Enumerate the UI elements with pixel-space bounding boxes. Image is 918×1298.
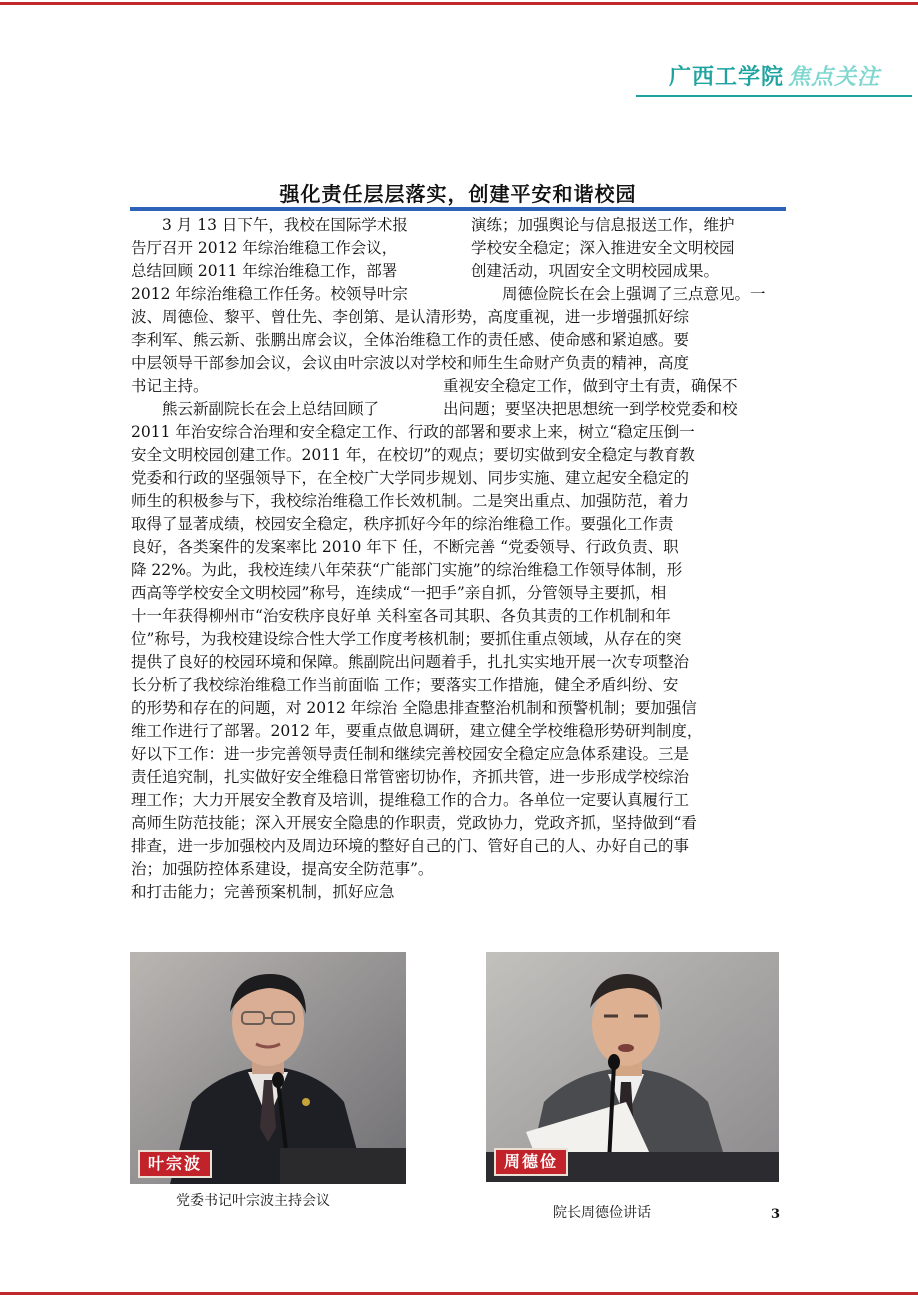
right-column-text: 演练；加强舆论与信息报送工作，维护 (471, 216, 735, 234)
text-line: 理工作；大力开展安全教育及培训，提维稳工作的合力。各单位一定要认真履行工 (131, 791, 690, 809)
text-line: 2011 年治安综合治理和安全稳定工作、行政的部署和要求上来，树立“稳定压倒一 (131, 423, 695, 441)
photo-zhou-dejian (486, 952, 779, 1182)
photo-ye-zongbo (130, 952, 406, 1184)
paired-line (131, 260, 787, 283)
text-line: 位”称号，为我校建设综合性大学工作度考核机制；要抓住重点领域，从存在的突 (131, 630, 682, 648)
text-line: 西高等学校安全文明校园”称号，连续成“一把手”亲自抓，分管领导主要抓，相 (131, 584, 667, 602)
right-column-text: 创建活动，巩固安全文明校园成果。 (471, 262, 720, 280)
text-line: 和打击能力；完善预案机制，抓好应急 (131, 883, 395, 901)
text-line: 高师生防范技能；深入开展安全隐患的作职责，党政协力，党政齐抓，坚持做到“看 (131, 814, 697, 832)
text-line: 排查，进一步加强校内及周边环境的整好自己的门、管好自己的人、办好自己的事 (131, 837, 690, 855)
text-line: 的形势和存在的问题，对 2012 年综治 全隐患排查整治机制和预警机制；要加强信 (131, 699, 697, 717)
masthead-section: 焦点关注 (787, 65, 880, 90)
paired-line (131, 375, 787, 398)
article-title: 强化责任层层落实，创建平安和谐校园 (279, 182, 637, 206)
title-rule (130, 207, 786, 211)
text-line: 好以下工作：进一步完善领导责任制和继续完善校园安全稳定应急体系建设。三是 (131, 745, 690, 763)
left-column-text: 书记主持。 (131, 377, 209, 395)
text-line: 降 22%。为此，我校连续八年荣获“广能部门实施”的综治维稳工作领导体制，形 (131, 561, 683, 579)
text-line: 李利军、熊云新、张鹏出席会议，全体治维稳工作的责任感、使命感和紧迫感。要 (131, 331, 690, 349)
text-line: 责任追究制，扎实做好安全维稳日常管密切协作，齐抓共管，进一步形成学校综治 (131, 768, 690, 786)
masthead-underline (636, 95, 912, 97)
text-line: 十一年获得柳州市“治安秩序良好单 关科室各司其职、各负其责的工作机制和年 (131, 607, 671, 625)
text-line: 波、周德俭、黎平、曾仕先、李创第、是认清形势，高度重视，进一步增强抓好综 (131, 308, 690, 326)
text-line: 党委和行政的坚强领导下，在全校广大学同步规划、同步实施、建立起安全稳定的 (131, 469, 690, 487)
left-column-text: 熊云新副院长在会上总结回顾了 (162, 400, 380, 418)
right-column-text: 出问题；要坚决把思想统一到学校党委和校 (443, 400, 738, 418)
left-column-text: 2012 年综治维稳工作任务。校领导叶宗 (131, 285, 408, 303)
paired-line (131, 214, 787, 237)
name-tag: 叶宗波 (138, 1150, 212, 1178)
left-column-text: 总结回顾 2011 年综治维稳工作，部署 (131, 262, 398, 280)
text-line: 取得了显著成绩，校园安全稳定，秩序抓好今年的综治维稳工作。要强化工作责 (131, 515, 674, 533)
left-column-text: 告厅召开 2012 年综治维稳工作会议， (131, 239, 398, 257)
text-line: 维工作进行了部署。2012 年，要重点做息调研，建立健全学校维稳形势研判制度， (131, 722, 703, 740)
right-column-text: 周德俭院长在会上强调了三点意见。一 (502, 285, 766, 303)
paired-line (131, 237, 787, 260)
name-tag: 周德俭 (494, 1148, 568, 1176)
bottom-border (0, 1292, 918, 1295)
text-line: 安全文明校园创建工作。2011 年，在校切”的观点；要切实做到安全稳定与教育教 (131, 446, 695, 464)
text-line: 中层领导干部参加会议，会议由叶宗波以对学校和师生生命财产负责的精神，高度 (131, 354, 690, 372)
text-line: 师生的积极参与下，我校综治维稳工作长效机制。二是突出重点、加强防范，着力 (131, 492, 690, 510)
masthead (669, 60, 880, 91)
photo-caption: 党委书记叶宗波主持会议 (176, 1193, 330, 1209)
right-column-text: 学校安全稳定；深入推进安全文明校园 (471, 239, 735, 257)
text-line: 治；加强防控体系建设，提高安全防范事”。 (131, 860, 434, 878)
text-line: 提供了良好的校园环境和保障。熊副院出问题着手，扎扎实实地开展一次专项整治 (131, 653, 690, 671)
page-number: 3 (771, 1207, 781, 1222)
paired-line (131, 283, 787, 306)
left-column-text: 3 月 13 日下午，我校在国际学术报 (162, 216, 408, 234)
right-column-text: 重视安全稳定工作，做到守土有责，确保不 (443, 377, 738, 395)
masthead-school: 广西工学院 (668, 65, 784, 90)
text-line: 良好，各类案件的发案率比 2010 年下 任，不断完善 “党委领导、行政负责、职 (131, 538, 679, 556)
text-line: 长分析了我校综治维稳工作当前面临 工作；要落实工作措施，健全矛盾纠纷、安 (131, 676, 679, 694)
top-border (0, 2, 918, 5)
paired-line (131, 398, 787, 421)
article-body (131, 214, 787, 904)
photo-caption: 院长周德俭讲话 (553, 1205, 651, 1221)
